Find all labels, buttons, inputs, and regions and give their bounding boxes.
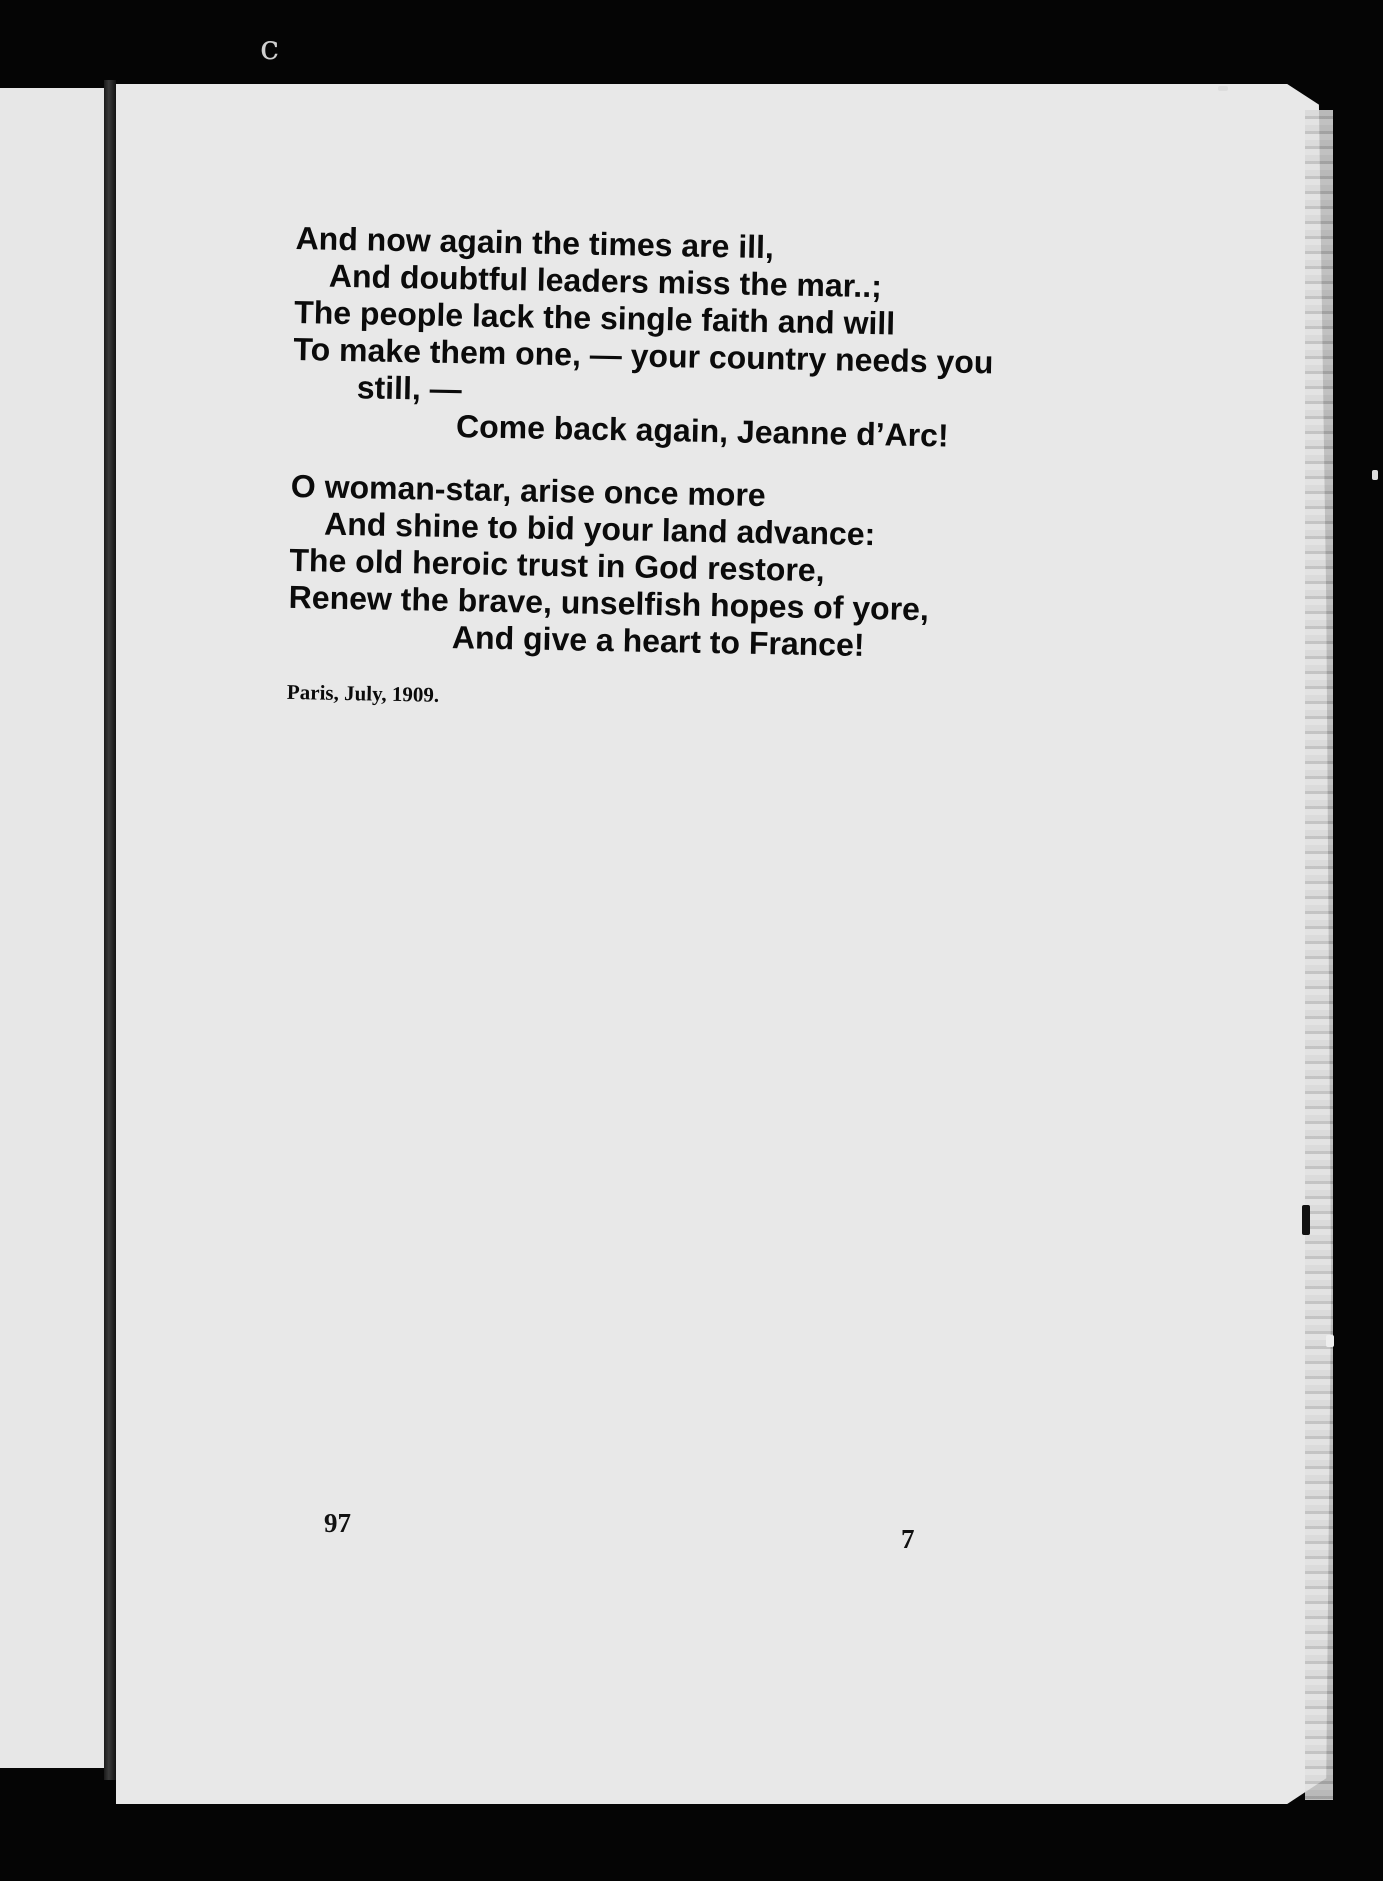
scan-speck — [1302, 1205, 1310, 1235]
stanza-2 — [288, 468, 1091, 668]
poem-line: The old heroic trust in God restore, — [289, 541, 825, 589]
dateline: Paris, July, 1909. — [286, 679, 440, 707]
scan-speck — [1326, 1335, 1334, 1347]
poem-line: And give a heart to France! — [451, 619, 865, 663]
book-gutter — [104, 80, 116, 1780]
scan-speck — [1218, 86, 1228, 91]
poem — [287, 220, 1096, 720]
stanza-1 — [292, 220, 1096, 457]
facing-page-edge — [0, 88, 104, 1768]
poem-line: O woman-star, arise once more — [290, 467, 766, 514]
film-mark: c — [260, 28, 280, 68]
poem-line: still, — — [356, 369, 463, 408]
page-number-left: 97 — [324, 1508, 351, 1538]
poem-line: And doubtful leaders miss the mar..; — [328, 257, 883, 305]
page-fore-edge — [1305, 110, 1333, 1800]
poem-line: And now again the times are ill, — [295, 220, 775, 266]
poem-line: Renew the brave, unselfish hopes of yore, — [288, 578, 930, 628]
page-number-right: 7 — [901, 1524, 915, 1554]
scan-speck — [1372, 470, 1378, 480]
poem-line: And shine to bid your land advance: — [323, 505, 876, 553]
poem-line: To make them one, — your country needs you — [293, 330, 994, 381]
poem-line: Come back again, Jeanne d’Arc! — [455, 408, 949, 454]
poem-line: The people lack the single faith and will — [293, 293, 896, 342]
